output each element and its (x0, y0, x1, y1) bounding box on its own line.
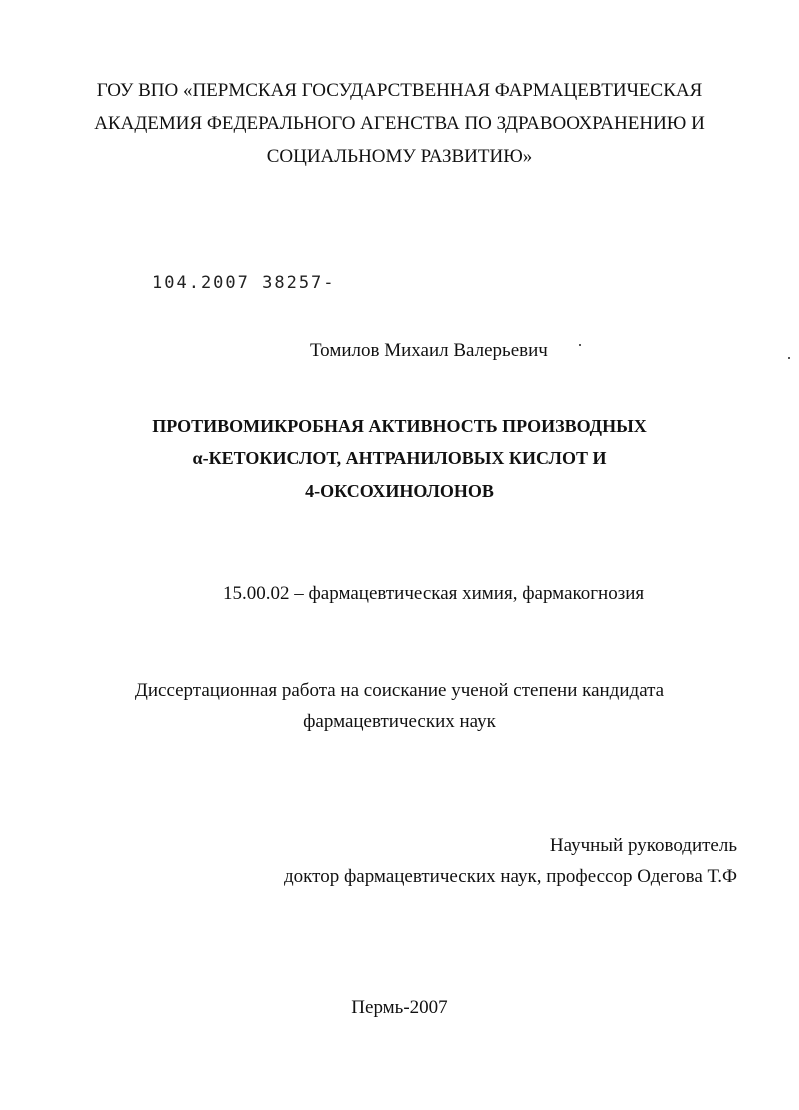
thesis-title-line-1: ПРОТИВОМИКРОБНАЯ АКТИВНОСТЬ ПРОИЗВОДНЫХ (152, 416, 647, 436)
thesis-title-line-3: 4-ОКСОХИНОЛОНОВ (305, 481, 494, 501)
registration-stamp: 104.2007 38257- (152, 273, 336, 293)
thesis-title-line-2: α-КЕТОКИСЛОТ, АНТРАНИЛОВЫХ КИСЛОТ И (192, 448, 607, 468)
institution-line-1: ГОУ ВПО «ПЕРМСКАЯ ГОСУДАРСТВЕННАЯ ФАРМАЦЕВТИЧЕСКАЯ (96, 80, 703, 101)
city-year: Пермь-2007 (351, 997, 448, 1018)
scan-speck (579, 344, 581, 346)
supervisor-label: Научный руководитель (549, 835, 737, 856)
supervisor-name: доктор фармацевтических наук, профессор Одегова Т.Ф (284, 866, 737, 887)
scan-speck (788, 357, 790, 359)
institution-line-3: СОЦИАЛЬНОМУ РАЗВИТИЮ» (266, 146, 533, 167)
degree-line-1: Диссертационная работа на соискание ученой степени кандидата (134, 680, 665, 701)
specialty-code: 15.00.02 – фармацевтическая химия, фармакогнозия (223, 583, 645, 604)
author-name: Томилов Михаил Валерьевич (310, 340, 548, 361)
degree-line-2: фармацевтических наук (303, 711, 496, 732)
institution-line-2: АКАДЕМИЯ ФЕДЕРАЛЬНОГО АГЕНСТВА ПО ЗДРАВООХРАНЕНИЮ И (94, 113, 705, 134)
